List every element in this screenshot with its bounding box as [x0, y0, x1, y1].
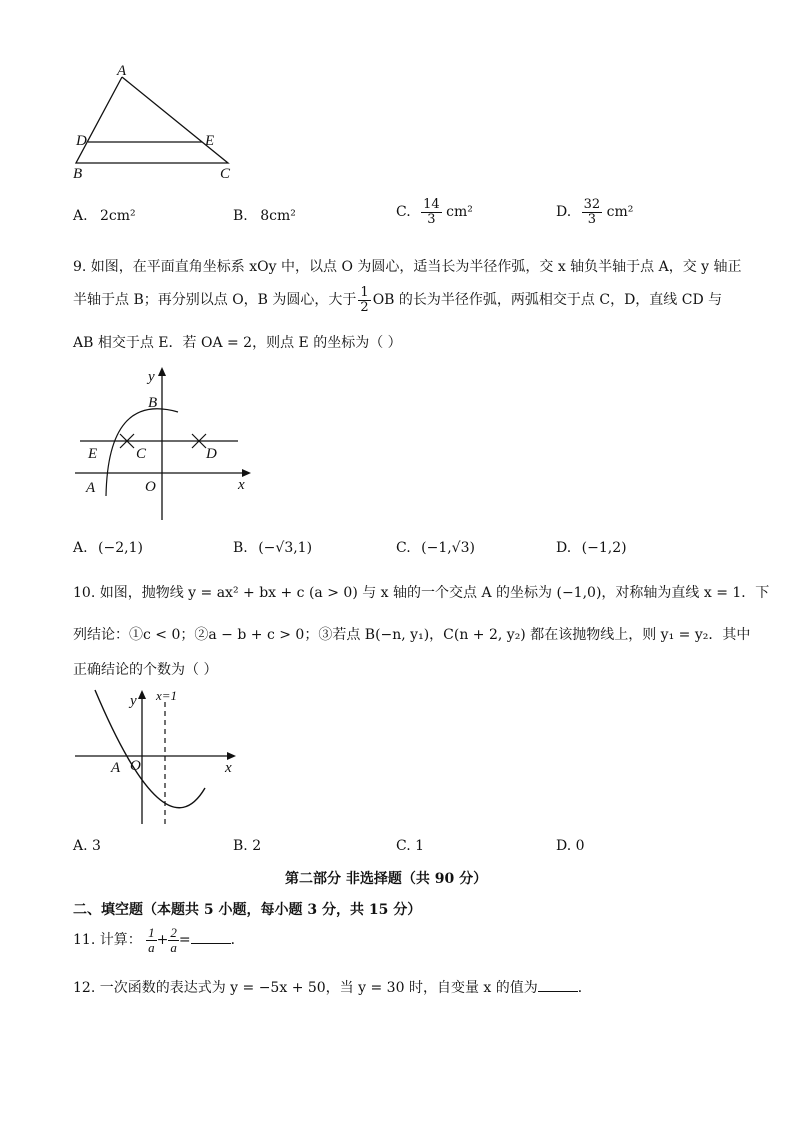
denominator: 3	[587, 211, 597, 227]
label-a: A	[111, 760, 121, 776]
y-axis-arrow	[138, 690, 146, 699]
section2-title: 二、填空题（本题共 5 小题，每小题 3 分，共 15 分）	[73, 902, 422, 918]
option-letter: B.	[233, 208, 248, 224]
label-b: B	[73, 166, 83, 182]
fraction-2-over-a	[168, 926, 179, 954]
q10-line-2: 列结论：①c < 0；②a − b + c > 0；③若点 B(−n, y₁)，C(n + 2, y₂) 都在该抛物线上，则 y₁ = y₂．其中	[73, 627, 751, 643]
fraction	[582, 198, 603, 226]
option-letter: C.	[396, 204, 411, 221]
option-text: (−√3,1)	[258, 540, 313, 556]
q10-option-c[interactable]: C. 1	[396, 838, 425, 854]
equals-sign: =	[178, 932, 191, 949]
option-unit: cm²	[446, 204, 473, 221]
q9-line-1: 9. 如图，在平面直角坐标系 xOy 中，以点 O 为圆心，适当长为半径作弧，交 x 轴负半轴于点 A，交 y 轴正	[73, 259, 742, 275]
option-text: (−1,2)	[581, 540, 627, 556]
q8-option-b[interactable]	[233, 208, 296, 224]
option-letter: C.	[396, 540, 411, 556]
q8-triangle-figure	[60, 60, 250, 190]
q10-option-a[interactable]: A. 3	[73, 838, 101, 854]
answer-blank[interactable]	[191, 931, 231, 944]
q11-end: ．	[230, 932, 245, 949]
x-axis-arrow	[242, 469, 251, 477]
q8-option-c[interactable]	[396, 198, 473, 226]
numerator: 1	[148, 925, 155, 940]
q9-line-2	[73, 286, 722, 314]
part2-title: 第二部分 非选择题（共 90 分）	[285, 871, 488, 887]
x-axis-arrow	[227, 752, 236, 760]
q10-line-3: 正确结论的个数为（ ）	[73, 662, 218, 678]
label-d: D	[206, 446, 217, 462]
q11	[73, 926, 245, 954]
option-letter: D.	[556, 540, 572, 556]
q12-end: ．	[577, 980, 592, 996]
q9-option-c[interactable]	[396, 540, 475, 556]
numerator: 14	[423, 197, 440, 212]
label-o: O	[130, 758, 141, 774]
option-unit: cm²	[606, 204, 634, 221]
q9-line-2-pre: 半轴于点 B；再分别以点 O，B 为圆心，大于	[73, 292, 357, 309]
label-o: O	[145, 479, 156, 495]
fraction	[421, 198, 442, 226]
y-axis-arrow	[158, 367, 166, 376]
q8-option-a[interactable]	[73, 208, 136, 224]
label-e: E	[205, 133, 215, 149]
numerator: 1	[360, 285, 369, 300]
parabola-curve	[95, 690, 205, 808]
label-c: C	[136, 446, 147, 462]
option-letter: B.	[233, 540, 248, 556]
numerator: 32	[583, 197, 601, 212]
q9-option-a[interactable]	[73, 540, 143, 556]
label-x: x	[225, 760, 232, 776]
denominator: a	[148, 939, 155, 955]
half-fraction	[358, 286, 370, 314]
q9-option-d[interactable]	[556, 540, 627, 556]
option-text: 8cm²	[260, 208, 296, 224]
q12-text: 12. 一次函数的表达式为 y = −5x + 50，当 y = 30 时，自变量 x 的值为	[73, 980, 538, 996]
q12	[73, 977, 592, 997]
q8-option-d[interactable]	[556, 198, 633, 226]
denominator: 3	[427, 211, 436, 227]
label-d: D	[76, 133, 87, 149]
q10-option-b[interactable]: B. 2	[233, 838, 262, 854]
option-letter: D.	[556, 204, 572, 221]
denominator: 2	[360, 299, 369, 315]
option-text: 2cm²	[100, 208, 136, 224]
label-x: x	[238, 477, 245, 493]
label-b: B	[148, 395, 158, 411]
answer-blank[interactable]	[538, 979, 578, 992]
q9-option-b[interactable]	[233, 540, 312, 556]
option-text: (−1,√3)	[421, 540, 475, 556]
numerator: 2	[170, 925, 177, 940]
q9-line-2-post: OB 的长为半径作弧，两弧相交于点 C，D，直线 CD 与	[372, 292, 723, 309]
label-y: y	[130, 693, 137, 709]
option-letter: A.	[73, 208, 88, 224]
q9-line-3: AB 相交于点 E．若 OA = 2，则点 E 的坐标为（ ）	[73, 335, 402, 351]
option-text: (−2,1)	[98, 540, 143, 556]
q9-coordinate-figure	[70, 362, 260, 522]
denominator: a	[170, 939, 177, 955]
label-e: E	[88, 446, 98, 462]
option-letter: A.	[73, 540, 88, 556]
label-x-eq-1: x=1	[156, 688, 178, 703]
fraction-1-over-a	[146, 926, 157, 954]
label-c: C	[220, 166, 231, 182]
label-a: A	[117, 63, 127, 79]
label-a: A	[86, 480, 96, 496]
triangle-outline	[76, 77, 228, 163]
plus-sign: +	[156, 932, 169, 949]
q11-prefix: 11. 计算：	[73, 932, 142, 949]
q10-option-d[interactable]: D. 0	[556, 838, 585, 854]
label-y: y	[148, 369, 155, 385]
q10-line-1: 10. 如图，抛物线 y = ax² + bx + c (a > 0) 与 x 轴的一个交点 A 的坐标为 (−1,0)，对称轴为直线 x = 1．下	[73, 585, 770, 601]
q10-parabola-figure	[70, 684, 245, 829]
